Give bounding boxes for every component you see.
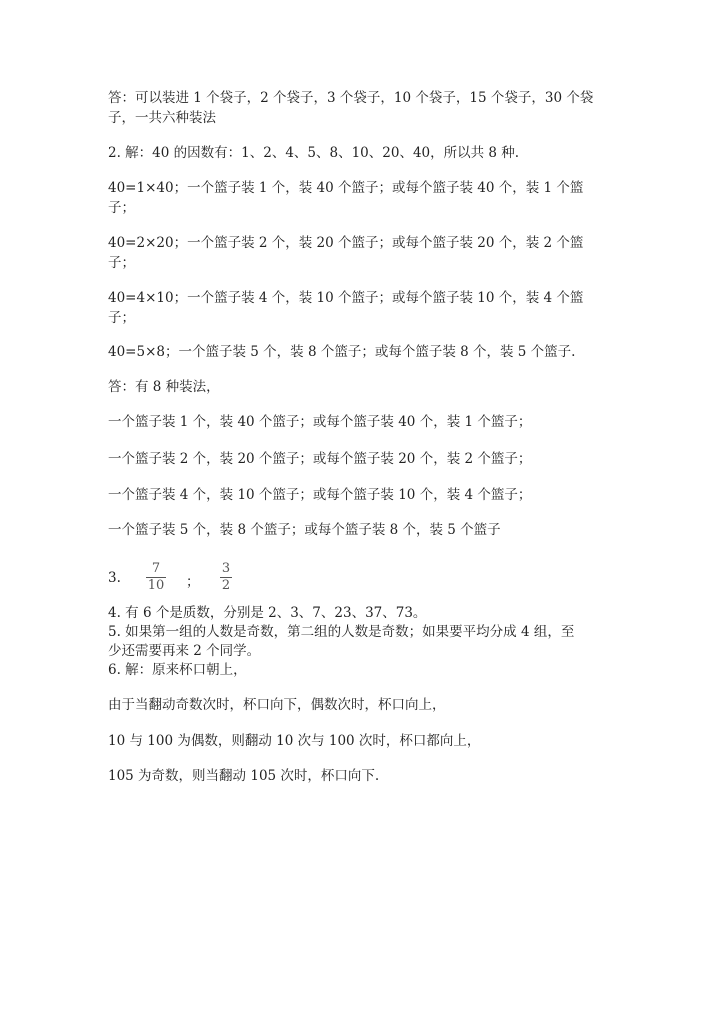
factor-pair-4: 40=5×8；一个篮子装 5 个，装 8 个篮子；或每个篮子装 8 个，装 5 个篮子. <box>108 344 576 360</box>
answer-4: 4. 有 6 个是质数，分别是 2、3、7、23、37、73。 <box>108 605 427 621</box>
solution-6-reason-2: 10 与 100 为偶数，则翻动 10 次与 100 次时，杯口都向上， <box>108 733 481 749</box>
solution-6-conclusion: 105 为奇数，则当翻动 105 次时，杯口向下. <box>108 768 380 784</box>
answer-1-line-2: 子，一共六种装法 <box>108 110 216 126</box>
answer-5-line-2: 少还需要再来 2 个同学。 <box>108 643 261 659</box>
fraction-1-numerator: 7 <box>151 561 161 576</box>
fraction-2-denominator: 2 <box>221 578 231 593</box>
factor-pair-1-line-1: 40=1×40；一个篮子装 1 个，装 40 个篮子；或每个篮子装 40 个，装 1 个篮 <box>108 180 584 196</box>
answer-3-separator: ； <box>186 574 200 590</box>
factor-pair-2-line-2: 子； <box>108 255 135 271</box>
factor-pair-3-line-2: 子； <box>108 310 135 326</box>
factor-pair-3-line-1: 40=4×10；一个篮子装 4 个，装 10 个篮子；或每个篮子装 10 个，装 4 个篮 <box>108 290 584 306</box>
solution-6-reason-1: 由于当翻动奇数次时，杯口向下，偶数次时，杯口向上， <box>108 697 446 713</box>
method-2: 一个篮子装 2 个，装 20 个篮子；或每个篮子装 20 个，装 2 个篮子； <box>108 451 532 467</box>
method-3: 一个篮子装 4 个，装 10 个篮子；或每个篮子装 10 个，装 4 个篮子； <box>108 487 532 503</box>
fraction-2-numerator: 3 <box>221 561 231 576</box>
answer-5-line-1: 5. 如果第一组的人数是奇数，第二组的人数是奇数；如果要平均分成 4 组，至 <box>108 624 575 640</box>
method-1: 一个篮子装 1 个，装 40 个篮子；或每个篮子装 40 个，装 1 个篮子； <box>108 414 532 430</box>
answer-2-summary: 答：有 8 种装法， <box>108 379 220 395</box>
method-4: 一个篮子装 5 个，装 8 个篮子；或每个篮子装 8 个，装 5 个篮子 <box>108 522 501 538</box>
solution-6-intro: 6. 解：原来杯口朝上， <box>108 662 247 678</box>
fraction-1-denominator: 10 <box>147 578 165 593</box>
fraction-7-10 <box>146 562 166 593</box>
answer-1-line-1: 答：可以装进 1 个袋子，2 个袋子，3 个袋子，10 个袋子，15 个袋子，30 个袋 <box>108 90 594 106</box>
factor-pair-2-line-1: 40=2×20；一个篮子装 2 个，装 20 个篮子；或每个篮子装 20 个，装 2 个篮 <box>108 235 584 251</box>
factor-pair-1-line-2: 子； <box>108 200 135 216</box>
answer-3-row <box>108 562 308 596</box>
fraction-3-2 <box>220 562 232 593</box>
solution-2-intro: 2. 解：40 的因数有：1、2、4、5、8、10、20、40，所以共 8 种. <box>108 145 520 161</box>
answer-3-label: 3. <box>108 570 121 586</box>
